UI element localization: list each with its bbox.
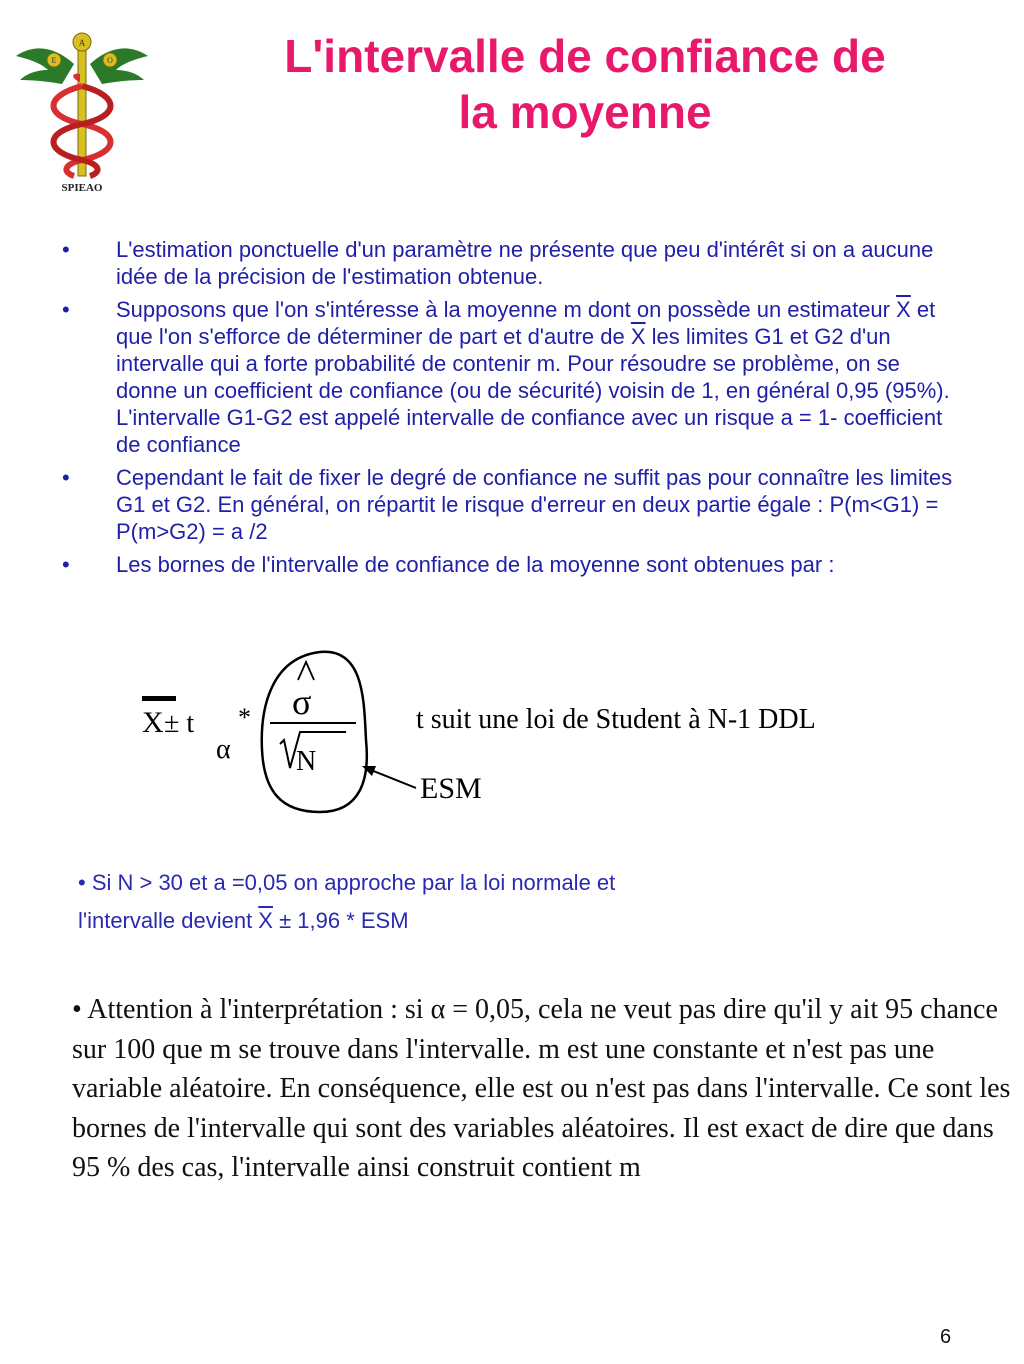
logo-letter-e: E	[51, 56, 57, 65]
esm-label: ESM	[420, 772, 482, 805]
bullet-text: Les bornes de l'intervalle de confiance de la moyenne sont obtenues par :	[116, 552, 835, 577]
bullet-text: Supposons que l'on s'intéresse à la moyenne m dont on possède un estimateur	[116, 297, 897, 322]
paragraph-text: = 0,05, cela ne veut pas dire qu'il y ait 95 chance sur 100 que m se trouve dans l'intervalle. m est une constante et n'est pas une variable aléatoire. En conséquence, elle est ou n'est pas dans l'intervalle. Ce sont les bornes de l'intervalle qui sont des variables aléatoires. Il est exact de dire que dans 95 % des cas, l'intervalle ainsi construit contient m	[72, 994, 1011, 1183]
bullet-list	[62, 236, 962, 584]
bullet-text: les limites G1 et G2 d'un intervalle qui a forte probabilité de contenir m. Pour résoudre se problème, on se donne un coefficient de confiance (ou de sécurité) voisin de 1, en général 0,95 (95%). L'intervalle G1-G2 est appelé intervalle de confiance avec un risque a = 1- coefficient de confiance	[116, 324, 950, 457]
bullet-dot: •	[62, 237, 70, 262]
bullet-text: L'estimation ponctuelle d'un paramètre ne présente que peu d'intérêt si on a aucune idée de la précision de l'estimation obtenue.	[116, 237, 934, 289]
x-overbar	[142, 696, 176, 701]
logo-label: SPIEAO	[61, 182, 103, 194]
paragraph-text: • Attention à l'interprétation : si	[72, 994, 431, 1025]
spieao-logo	[14, 26, 150, 196]
note-line-2	[78, 902, 798, 940]
bullet-item	[62, 551, 962, 578]
formula-alpha: α	[216, 734, 231, 765]
confidence-interval-formula	[120, 640, 940, 840]
bullet-text: Cependant le fait de fixer le degré de confiance ne suffit pas pour connaître les limites G1 et G2. En général, on répartit le risque d'erreur en deux partie égale : P(m<G1) = P(m>G2) = a /2	[116, 465, 953, 544]
bullet-item	[62, 464, 962, 545]
note-line-1: • Si N > 30 et a =0,05 on approche par la loi normale et	[78, 870, 616, 895]
bullet-dot: •	[62, 465, 70, 490]
bullet-dot: •	[62, 552, 70, 577]
formula-x: X	[142, 706, 164, 739]
logo-letter-a: A	[78, 38, 86, 48]
bullet-text: et que l'on s'efforce de déterminer de part et d'autre de	[116, 297, 936, 349]
note-text: l'intervalle devient	[78, 908, 259, 933]
bullet-item	[62, 236, 962, 290]
interpretation-paragraph	[72, 990, 1017, 1188]
x-bar: $\overline{X}$	[896, 297, 911, 322]
bullet-item	[62, 296, 962, 458]
normal-approx-note	[78, 864, 798, 940]
bullet-dot: •	[62, 297, 70, 322]
hat-mark	[298, 662, 314, 680]
x-bar: $\overline{X}$	[630, 324, 646, 349]
note-text: ± 1,96 * ESM	[272, 908, 409, 933]
formula-star: *	[238, 703, 251, 732]
formula-sigma: σ	[292, 682, 312, 722]
formula-n: N	[296, 746, 317, 777]
formula-pm-t: ± t	[164, 708, 195, 739]
logo-letter-o: O	[107, 56, 113, 65]
slide-title	[150, 28, 1020, 140]
student-note: t suit une loi de Student à N-1 DDL	[416, 704, 816, 735]
title-line-1: L'intervalle de confiance de	[284, 30, 886, 82]
page-number: 6	[940, 1326, 952, 1348]
paragraph-alpha: α	[430, 994, 446, 1025]
title-line-2: la moyenne	[458, 86, 712, 138]
x-bar: $\overline{X}$	[258, 908, 273, 933]
